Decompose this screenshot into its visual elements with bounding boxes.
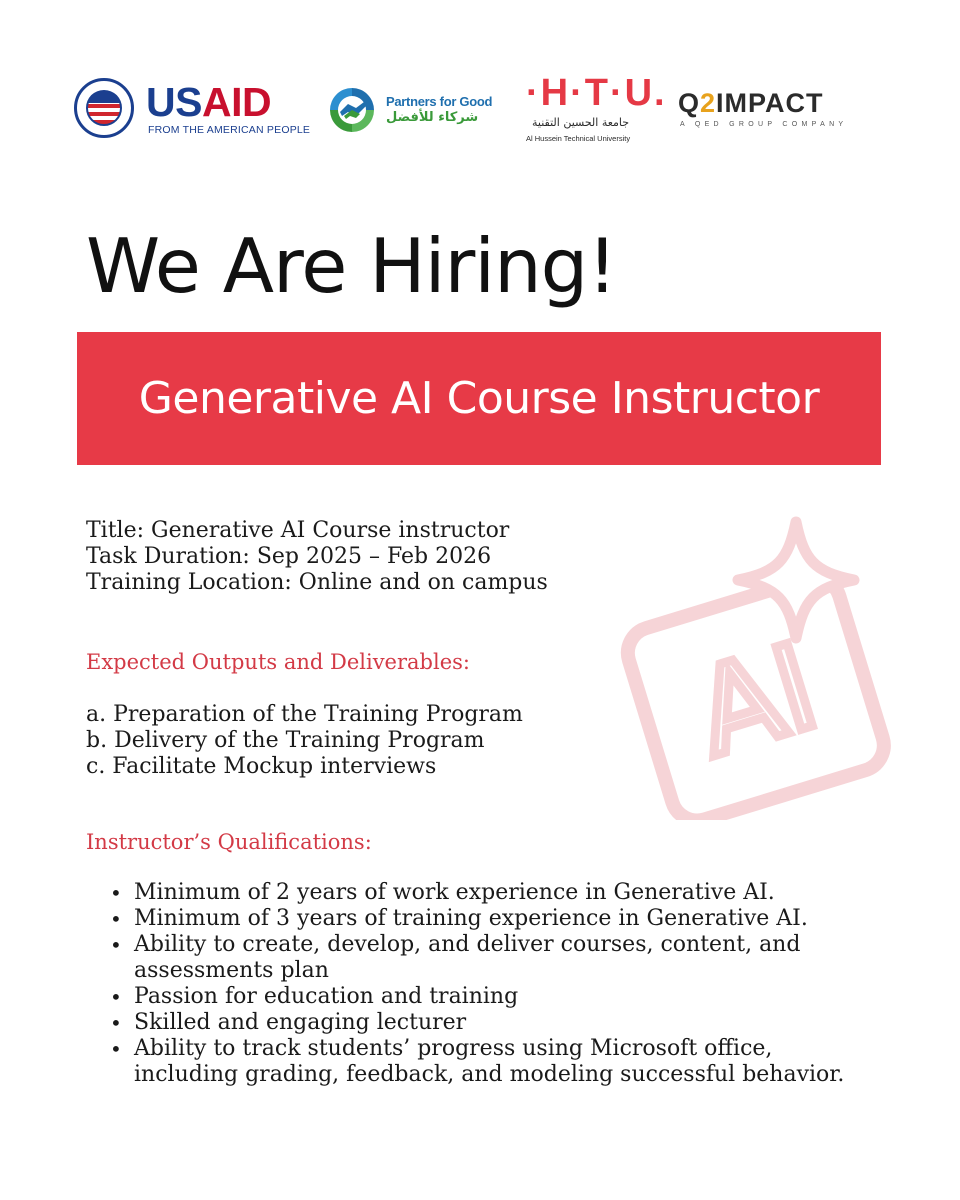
job-title-banner (77, 332, 881, 465)
list-item: b. Delivery of the Training Program (86, 728, 485, 753)
outputs-heading: Expected Outputs and Deliverables: (86, 650, 470, 674)
position-title-line: Title: Generative AI Course instructor (86, 518, 510, 543)
q2impact-subtitle: A QED GROUP COMPANY (680, 121, 848, 128)
list-item: • Minimum of 3 years of training experience in Generative AI. (110, 906, 808, 931)
job-title: Generative AI Course Instructor (138, 373, 820, 424)
handshake-icon (326, 84, 378, 136)
bullet-icon: • (110, 1011, 122, 1035)
page-headline: We Are Hiring! (86, 222, 617, 310)
bullet-icon: • (110, 881, 122, 905)
partner-logos-row (74, 68, 884, 158)
qualifications-heading: Instructor’s Qualifications: (86, 830, 372, 854)
list-item: a. Preparation of the Training Program (86, 702, 523, 727)
bullet-icon: • (110, 985, 122, 1009)
list-item: • Passion for education and training (110, 984, 519, 1009)
list-item: • Ability to create, develop, and deliver courses, content, and assessments plan (110, 932, 801, 983)
q2impact-logo (678, 88, 878, 132)
bullet-icon: • (110, 1037, 122, 1061)
usaid-wordmark: USAID (146, 79, 272, 125)
deliverables-list (86, 702, 523, 780)
qualifications-list (108, 880, 848, 1088)
list-item: • Minimum of 2 years of work experience in Generative AI. (110, 880, 775, 905)
training-location-line: Training Location: Online and on campus (86, 570, 548, 595)
position-info (86, 518, 686, 596)
bullet-icon: • (110, 933, 122, 957)
task-duration-line: Task Duration: Sep 2025 – Feb 2026 (86, 544, 492, 569)
watermark-ai-text: AI (680, 617, 832, 783)
list-item: c. Facilitate Mockup interviews (86, 754, 437, 779)
list-item: • Skilled and engaging lecturer (110, 1010, 467, 1035)
partners-for-good-name-ar: شركاء للأفضل (386, 110, 479, 125)
htu-name-ar: جامعة الحسين التقنية (532, 116, 630, 129)
usaid-tagline: FROM THE AMERICAN PEOPLE (148, 124, 311, 136)
q2impact-wordmark: Q2IMPACT (678, 88, 824, 118)
partners-for-good-logo (326, 82, 496, 138)
htu-name-en: Al Hussein Technical University (526, 134, 631, 143)
partners-for-good-name-en: Partners for Good (386, 94, 493, 109)
htu-logo (526, 72, 667, 152)
list-item: • Ability to track students’ progress using Microsoft office, including grading, feedback, and modeling successful behavior. (110, 1036, 845, 1087)
usaid-seal-icon (74, 78, 134, 138)
usaid-logo (74, 78, 311, 140)
bullet-icon: • (110, 907, 122, 931)
htu-wordmark: ·H·T·U. (526, 72, 667, 114)
